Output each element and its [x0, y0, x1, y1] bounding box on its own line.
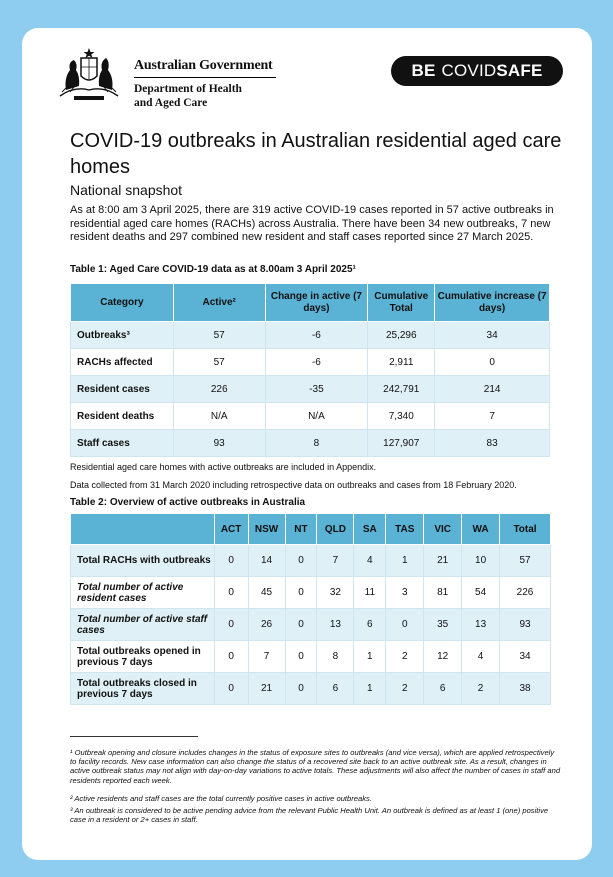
be-covidsafe-logo — [391, 56, 563, 86]
table-cell: 12 — [424, 641, 462, 673]
table-cell: 0 — [285, 641, 317, 673]
table2-header: ACT — [214, 514, 248, 545]
table-cell: 2 — [462, 673, 500, 705]
header-rule — [134, 77, 276, 78]
table-cell: 34 — [500, 641, 551, 673]
table-cell: 4 — [462, 641, 500, 673]
table-row — [71, 403, 550, 430]
table-cell: 214 — [435, 376, 550, 403]
table-cell: 0 — [285, 545, 317, 577]
table-cell: Resident cases — [71, 376, 174, 403]
table-cell: Total outbreaks opened in previous 7 days — [71, 641, 215, 673]
table1-header: Cumulative Total — [368, 284, 435, 322]
table-cell: 0 — [435, 349, 550, 376]
table2-header: NSW — [248, 514, 285, 545]
table-cell: Resident deaths — [71, 403, 174, 430]
table2-header: Total — [500, 514, 551, 545]
badge-part2: COVID — [441, 61, 497, 80]
table-cell: 26 — [248, 609, 285, 641]
table-cell: 2,911 — [368, 349, 435, 376]
table-row — [71, 349, 550, 376]
table-cell: 35 — [424, 609, 462, 641]
table-cell: -6 — [265, 349, 368, 376]
table-row — [71, 545, 551, 577]
table-cell: 81 — [424, 577, 462, 609]
table-cell: 4 — [354, 545, 386, 577]
table-cell: 93 — [500, 609, 551, 641]
table-cell: Total number of active staff cases — [71, 609, 215, 641]
table-cell: 0 — [285, 609, 317, 641]
table-cell: 2 — [386, 641, 424, 673]
page-title: COVID-19 outbreaks in Australian residential aged care homes — [70, 130, 562, 178]
table-cell: 57 — [500, 545, 551, 577]
table-cell: 7 — [248, 641, 285, 673]
data-collection-note: Data collected from 31 March 2020 including retrospective data on outbreaks and cases from 18 February 2020. — [70, 480, 517, 490]
table-cell: 38 — [500, 673, 551, 705]
table-cell: 57 — [173, 349, 265, 376]
table-cell: 0 — [285, 577, 317, 609]
table-cell: 0 — [386, 609, 424, 641]
table-row — [71, 376, 550, 403]
table-cell: 11 — [354, 577, 386, 609]
table-cell: 2 — [386, 673, 424, 705]
table-cell: 242,791 — [368, 376, 435, 403]
table-cell: 32 — [317, 577, 354, 609]
table-row — [71, 577, 551, 609]
table-cell: Total RACHs with outbreaks — [71, 545, 215, 577]
coat-of-arms-icon — [56, 46, 122, 102]
table-cell: 8 — [265, 430, 368, 457]
table-cell: 6 — [354, 609, 386, 641]
table2-header: WA — [462, 514, 500, 545]
table-cell: N/A — [173, 403, 265, 430]
table1-caption: Table 1: Aged Care COVID-19 data as at 8.00am 3 April 2025¹ — [70, 264, 356, 275]
table-cell: 83 — [435, 430, 550, 457]
table2-header: VIC — [424, 514, 462, 545]
table-cell: 1 — [386, 545, 424, 577]
document-page — [22, 28, 592, 860]
table-cell: Staff cases — [71, 430, 174, 457]
table-row — [71, 430, 550, 457]
table-cell: 10 — [462, 545, 500, 577]
table-cell: 57 — [173, 322, 265, 349]
appendix-note: Residential aged care homes with active outbreaks are included in Appendix. — [70, 462, 377, 472]
table-cell: RACHs affected — [71, 349, 174, 376]
government-name: Australian Government — [134, 58, 273, 73]
table-cell: 8 — [317, 641, 354, 673]
table1-header: Cumulative increase (7 days) — [435, 284, 550, 322]
table-cell: 0 — [214, 577, 248, 609]
table-cell: N/A — [265, 403, 368, 430]
table2-caption: Table 2: Overview of active outbreaks in Australia — [70, 497, 306, 508]
table-cell: 1 — [354, 641, 386, 673]
table-cell: 0 — [214, 673, 248, 705]
table-cell: 6 — [317, 673, 354, 705]
table-cell: 21 — [424, 545, 462, 577]
table-row — [71, 673, 551, 705]
table-cell: 14 — [248, 545, 285, 577]
table-cell: 25,296 — [368, 322, 435, 349]
table2-header — [71, 514, 215, 545]
table-cell: 0 — [214, 545, 248, 577]
table-cell: 226 — [500, 577, 551, 609]
header — [22, 28, 592, 118]
table-cell: 6 — [424, 673, 462, 705]
table2-header-row — [71, 514, 551, 545]
table-cell: 7,340 — [368, 403, 435, 430]
table-cell: -6 — [265, 322, 368, 349]
table-cell: 127,907 — [368, 430, 435, 457]
table1-header: Active² — [173, 284, 265, 322]
table-cell: 7 — [317, 545, 354, 577]
department-name-line2: and Aged Care — [134, 97, 208, 109]
table2-header: TAS — [386, 514, 424, 545]
table-cell: 45 — [248, 577, 285, 609]
table-cell: 13 — [462, 609, 500, 641]
table-cell: 0 — [214, 641, 248, 673]
footnote-rule — [70, 736, 198, 737]
table-cell: Total outbreaks closed in previous 7 days — [71, 673, 215, 705]
table-cell: 13 — [317, 609, 354, 641]
table-cell: 54 — [462, 577, 500, 609]
aged-care-data-table — [70, 283, 550, 457]
badge-part1: BE — [411, 61, 436, 80]
table2-header: SA — [354, 514, 386, 545]
table-cell: 7 — [435, 403, 550, 430]
table1-header: Category — [71, 284, 174, 322]
badge-part3: SAFE — [496, 61, 543, 80]
table-cell: Total number of active resident cases — [71, 577, 215, 609]
table1-header: Change in active (7 days) — [265, 284, 368, 322]
footnote-2: ² Active residents and staff cases are the total currently positive cases in active outbreaks. — [70, 794, 372, 803]
table-cell: 0 — [214, 609, 248, 641]
table-row — [71, 322, 550, 349]
table-cell: 93 — [173, 430, 265, 457]
table-cell: 0 — [285, 673, 317, 705]
page-subtitle: National snapshot — [70, 182, 183, 198]
table2-header: NT — [285, 514, 317, 545]
table-cell: 34 — [435, 322, 550, 349]
table-row — [71, 641, 551, 673]
table2-header: QLD — [317, 514, 354, 545]
table-cell: 226 — [173, 376, 265, 403]
table-cell: -35 — [265, 376, 368, 403]
table-cell: Outbreaks³ — [71, 322, 174, 349]
outbreaks-by-state-table — [70, 513, 551, 705]
table-row — [71, 609, 551, 641]
table-cell: 3 — [386, 577, 424, 609]
table1-header-row — [71, 284, 550, 322]
footnote-3: ³ An outbreak is considered to be active pending advice from the relevant Public Health Unit. An outbreak is defined as at least 1 (one) positive case in a resident or 2+ cases in staff. — [70, 806, 549, 825]
table-cell: 1 — [354, 673, 386, 705]
intro-paragraph: As at 8:00 am 3 April 2025, there are 319 active COVID-19 cases reported in 57 active outbreaks in residential aged care homes (RACHs) across Australia. There have been 34 new outbreaks, 7 new resident deaths and 297 combined new resident and staff cases reported since 27 March 2025. — [70, 204, 554, 243]
table-cell: 21 — [248, 673, 285, 705]
footnote-1: ¹ Outbreak opening and closure includes changes in the status of exposure sites to outbreaks (and vice versa), which are applied retrospectively to facility records. New case information can also change the status of a recovered site back to an active outbreak site. As a result, changes in active outbreak status may not align with day-on-day variations to active totals. These adjustments will also affect the number of cases in staff and residents reported each week. — [70, 748, 561, 785]
department-name-line1: Department of Health — [134, 83, 242, 95]
